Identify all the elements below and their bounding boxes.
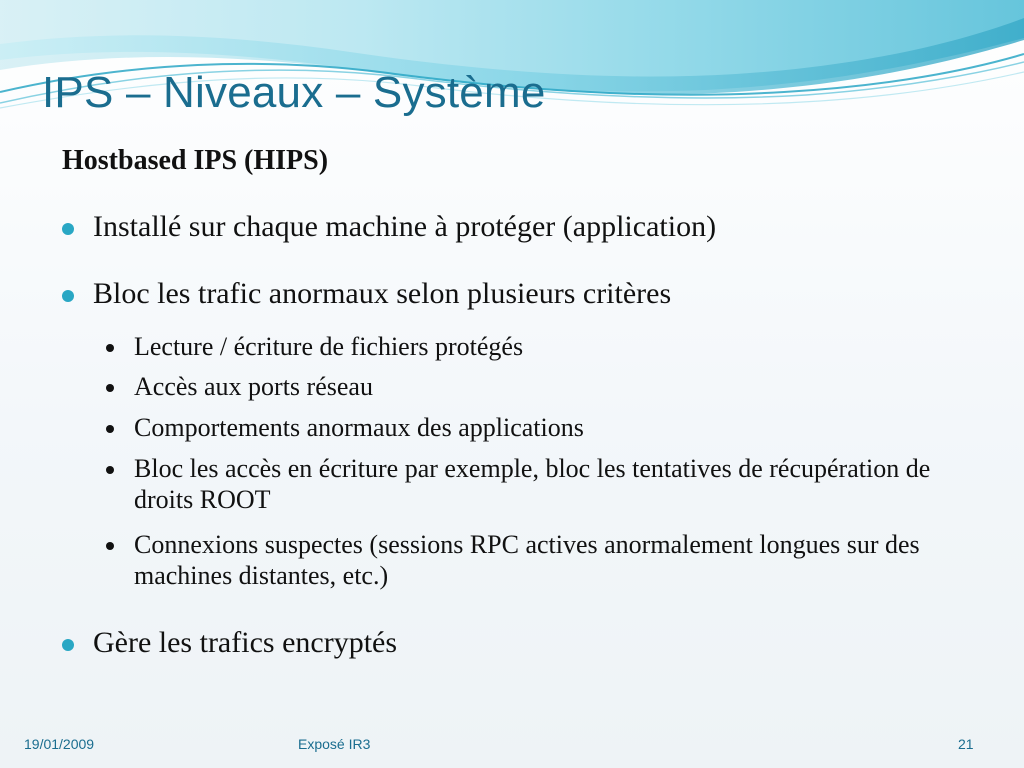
footer-page-number: 21 [958, 736, 974, 752]
main-bullet [62, 210, 716, 244]
bullet-icon [62, 639, 74, 651]
main-bullet-text: Gère les trafics encryptés [93, 626, 398, 659]
bullet-icon [106, 542, 114, 550]
sub-bullet [106, 529, 956, 591]
main-bullet-text: Installé sur chaque machine à protéger (application) [93, 210, 717, 243]
sub-bullet [106, 331, 956, 362]
sub-bullet-text: Comportements anormaux des applications [134, 413, 584, 442]
bullet-icon [62, 290, 74, 302]
bullet-icon [106, 466, 114, 474]
main-bullet [62, 277, 671, 311]
main-bullet [62, 626, 397, 660]
sub-bullet-text: Connexions suspectes (sessions RPC actives anormalement longues sur des machines distantes, etc.) [134, 530, 920, 591]
sub-bullet [106, 412, 956, 443]
footer-center: Exposé IR3 [298, 736, 371, 752]
sub-bullet-text: Accès aux ports réseau [134, 372, 373, 401]
bullet-icon [106, 425, 114, 433]
slide-title: IPS – Niveaux – Système [42, 68, 546, 117]
bullet-icon [62, 223, 74, 235]
bullet-icon [106, 344, 114, 352]
footer-date: 19/01/2009 [24, 736, 95, 752]
slide-subtitle: Hostbased IPS (HIPS) [62, 145, 329, 176]
sub-bullet-text: Bloc les accès en écriture par exemple, bloc les tentatives de récupération de droits ROOT [134, 454, 931, 515]
sub-bullet [106, 453, 956, 515]
main-bullet-text: Bloc les trafic anormaux selon plusieurs critères [93, 277, 672, 310]
sub-bullet [106, 371, 956, 402]
sub-bullet-text: Lecture / écriture de fichiers protégés [134, 332, 524, 361]
bullet-icon [106, 384, 114, 392]
